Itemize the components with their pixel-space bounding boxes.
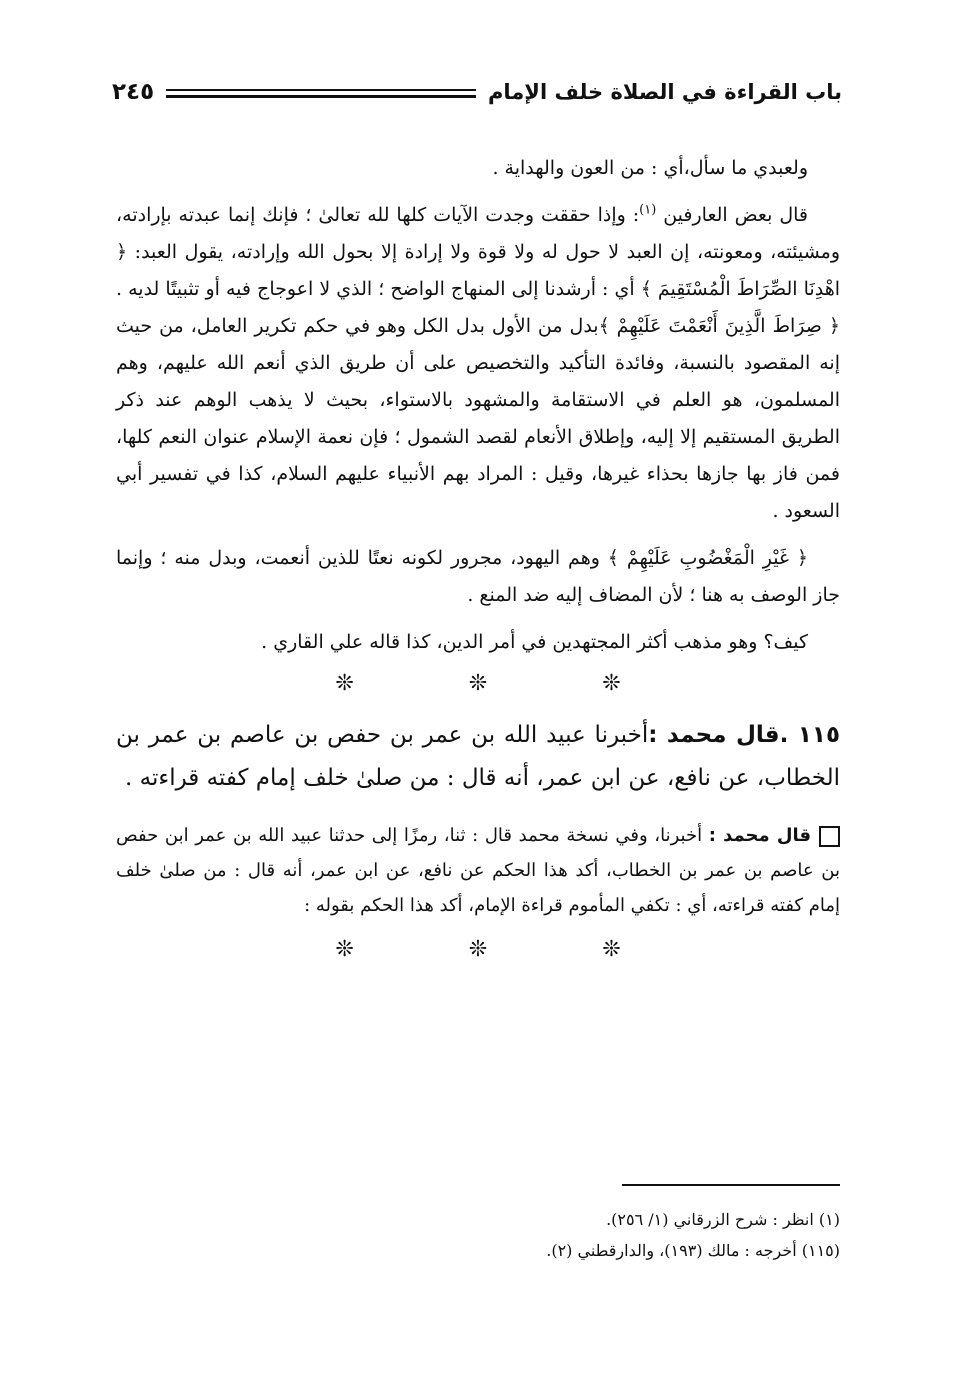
paragraph-2-opening: قال بعض العارفين: [663, 204, 808, 226]
page-number: ٢٤٥: [112, 79, 155, 105]
commentary-text: أخبرنا، وفي نسخة محمد قال : ثنا، رمزًا إلى حدثنا عبيد الله بن عمر ابن حفص بن عاصم بن عمر بن الخطاب، أكد هذا الحكم عن نافع، عن ابن عمر، أنه قال : من صلىٰ خلف إمام كفته قراءته، أي : تكفي المأموم قراءة الإمام، أكد هذا الحكم بقوله :: [116, 825, 840, 916]
paragraph-3: ﴿ غَيْرِ الْمَغْضُوبِ عَلَيْهِمْ ﴾ وهم اليهود، مجرور لكونه نعتًا للذين أنعمت، وبدل منه ؛ وإنما جاز الوصف به هنا ؛ لأن المضاف إليه ضد المنع .: [116, 547, 840, 606]
paragraph-1: ولعبدي ما سأل،أي : من العون والهداية .: [492, 157, 808, 179]
main-text: [116, 150, 840, 980]
footnote-reference-1: (١): [639, 202, 657, 218]
footnote-rule: [622, 1184, 840, 1186]
hadith-number: ١١٥ .: [779, 722, 840, 748]
hadith-text: أخبرنا عبيد الله بن عمر بن حفص بن عاصم بن عمر بن الخطاب، عن نافع، عن ابن عمر، أنه قال : من صلىٰ خلف إمام كفته قراءته .: [116, 722, 840, 791]
section-separator: ❊ ❊ ❊: [335, 671, 675, 696]
paragraph-2: [116, 197, 840, 530]
hadith-lead: قال محمد :: [648, 722, 780, 748]
paragraph-4: كيف؟ وهو مذهب أكثر المجتهدين في أمر الدين، كذا قاله علي القاري .: [261, 631, 808, 653]
footnote-1: (١) انظر : شرح الزرقاني (١/ ٢٥٦).: [606, 1210, 840, 1229]
commentary-lead: قال محمد :: [708, 825, 811, 846]
footnotes: [116, 1204, 840, 1266]
square-marker-icon: [819, 826, 840, 847]
paragraph-2-body: : وإذا حققت وجدت الآيات كلها لله تعالىٰ ؛ فإنك إنما عبدته بإرادته، ومشيئته، ومعونته، إن العبد لا حول له ولا قوة ولا إرادة إلا بحول الله وإرادته، يقول العبد: ﴿ اهْدِنَا الصِّرَاطَ الْمُسْتَقِيمَ ﴾ أي : أرشدنا إلى المنهاج الواضح ؛ الذي لا اعوجاج فيه أو تثبيتًا لديه . ﴿ صِرَاطَ الَّذِينَ أَنْعَمْتَ عَلَيْهِمْ ﴾بدل من الأول بدل الكل وهو في حكم تكرير العامل، من حيث إنه المقصود بالنسبة، وفائدة التأكيد والتخصيص على أن طريق الذي أنعم الله عليهم، وهم المسلمون، هو العلم في الاستقامة والمشهود بالاستواء، بحيث لا يذهب الوهم عند ذكر الطريق المستقيم إلا إليه، وإطلاق الأنعام لقصد الشمول ؛ فإن نعمة الإسلام عنوان النعم كلها، فمن فاز بها جازها بحذاء غيرها، وقيل : المراد بهم الأنبياء عليهم السلام، كذا في تفسير أبي السعود .: [116, 204, 840, 522]
section-separator-2: ❊ ❊ ❊: [335, 937, 675, 962]
page-header: [112, 70, 842, 114]
header-double-rule: [166, 89, 476, 98]
commentary-block: [116, 818, 840, 923]
footnote-115: (١١٥) أخرجه : مالك (١٩٣)، والدارقطني (٢).: [546, 1241, 840, 1260]
hadith-115: [116, 714, 840, 800]
running-title: باب القراءة في الصلاة خلف الإمام: [488, 80, 842, 104]
